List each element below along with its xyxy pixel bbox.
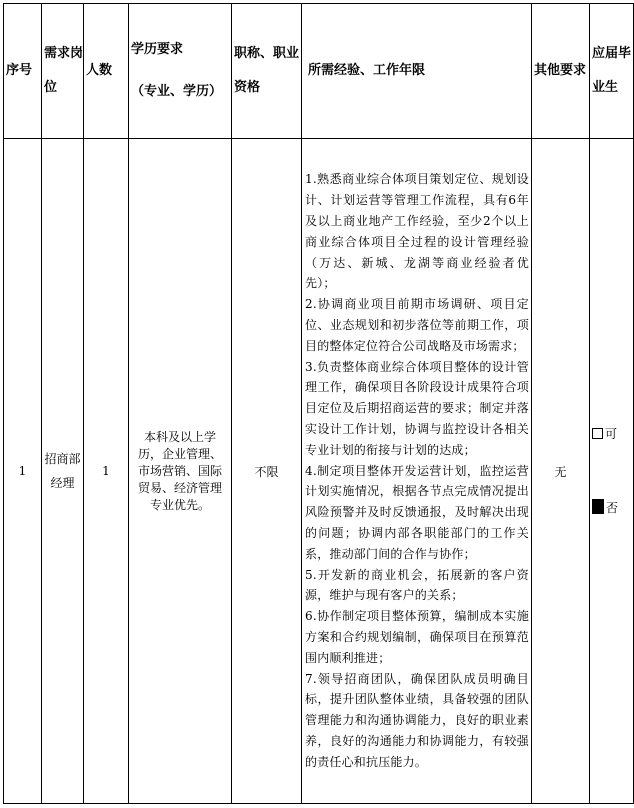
experience-item-2: 2.协调商业项目前期市场调研、项目定位、业态规划和初步落位等前期工作，项目的整体定位符合公司战略及市场需求； [305, 297, 529, 353]
experience-item-6: 6.协作制定项目整体预算，编制成本实施方案和合约规划编制，确保项目在预算范围内顺利推进； [305, 609, 529, 665]
recruitment-table [3, 3, 634, 804]
fresh-option-yes [592, 425, 633, 443]
header-education-line1: 学历要求 [131, 42, 184, 57]
cell-position: 招商部经理 [42, 139, 84, 804]
header-position: 需求岗位 [42, 4, 84, 139]
cell-title: 不限 [232, 139, 302, 804]
experience-item-7: 7.领导招商团队，确保团队成员明确目标，提升团队整体业绩，具备较强的团队管理能力和沟通协调能力，良好的职业素养，良好的沟通能力和协调能力，有较强的责任心和抗压能力。 [305, 671, 529, 769]
header-title: 职称、职业资格 [232, 4, 302, 139]
fresh-option-no-label: 否 [606, 501, 619, 515]
cell-seq: 1 [4, 139, 42, 804]
checked-box-icon [592, 499, 604, 514]
header-row [4, 4, 634, 139]
experience-item-4: 4.制定项目整体开发运营计划，监控运营计划实施情况，根据各节点完成情况提出风险预警并及时反馈通报，及时解决出现的问题；协调内部各职能部门的工作关系，推动部门间的合作与协作； [305, 463, 529, 561]
header-count: 人数 [84, 4, 129, 139]
table-row [4, 139, 634, 804]
cell-education: 本科及以上学历，企业管理、市场营销、国际贸易、经济管理专业优先。 [129, 139, 232, 804]
experience-item-5: 5.开发新的商业机会，拓展新的客户资源，维护与现有客户的关系； [305, 567, 529, 603]
experience-item-3: 3.负责整体商业综合体项目整体的设计管理工作，确保项目各阶段设计成果符合项目定位及后期招商运营的要求；制定并落实设计工作计划，协调与监控设计各相关专业计划的衔接与计划的达成； [305, 359, 529, 457]
header-other: 其他要求 [532, 4, 590, 139]
header-experience: 所需经验、工作年限 [302, 4, 532, 139]
header-fresh-grad: 应届毕业生 [590, 4, 634, 139]
cell-other: 无 [532, 139, 590, 804]
experience-item-1: 1.熟悉商业综合体项目策划定位、规划设计、计划运营等管理工作流程，具有6年及以上商业地产工作经验，至少2个以上商业综合体项目全过程的设计管理经验（万达、新城、龙湖等商业经验者优先）； [305, 172, 529, 291]
cell-fresh-grad [590, 139, 634, 804]
fresh-option-no [592, 499, 633, 517]
header-education [129, 4, 232, 139]
fresh-option-yes-label: 可 [605, 427, 618, 441]
header-seq: 序号 [4, 4, 42, 139]
header-education-line2: （专业、学历） [131, 84, 223, 99]
unchecked-box-icon [592, 428, 603, 439]
cell-experience [302, 139, 532, 804]
cell-count: 1 [84, 139, 129, 804]
